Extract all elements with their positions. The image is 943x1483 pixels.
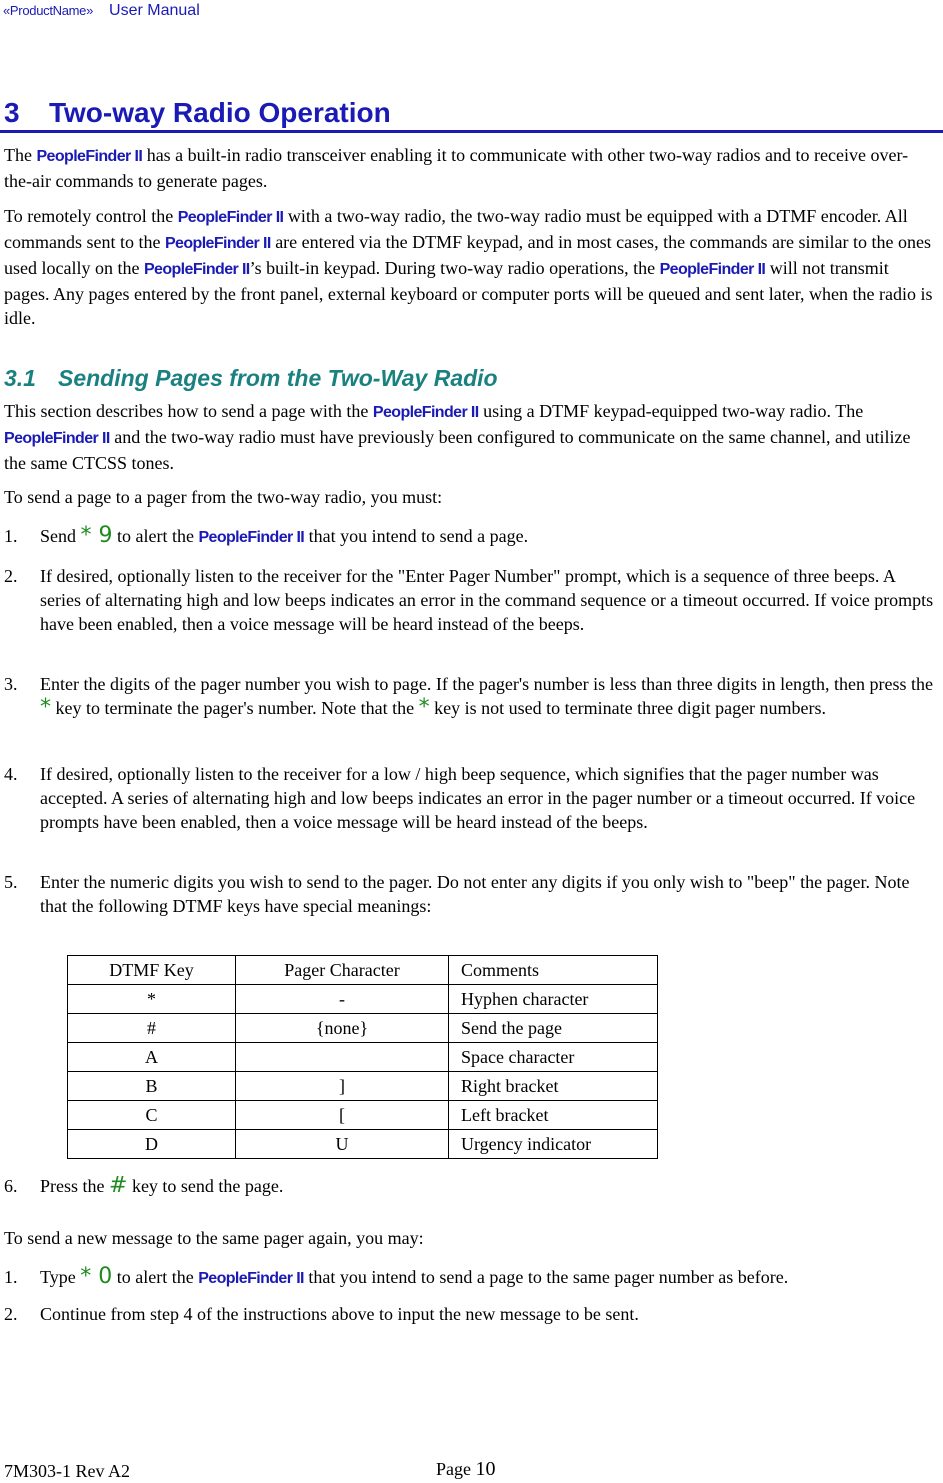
again-step-1: 1. Type * 0 to alert the PeopleFinder II that you intend to send a page to the same pager number as before.	[4, 1264, 789, 1289]
table-cell: Urgency indicator	[449, 1130, 658, 1159]
table-cell: B	[68, 1072, 236, 1101]
header-title: User Manual	[109, 2, 200, 19]
table-cell: {none}	[236, 1014, 449, 1043]
table-cell: Hyphen character	[449, 985, 658, 1014]
step-5: 5. Enter the numeric digits you wish to send to the pager. Do not enter any digits if you only wish to "beep" the pager. Note that the following DTMF keys have special meanings:	[4, 872, 910, 916]
steps-intro: To send a page to a pager from the two-way radio, you must:	[4, 487, 443, 507]
subsection-title: Sending Pages from the Two-Way Radio	[58, 365, 498, 391]
product-name: PeopleFinder II	[198, 1270, 304, 1287]
product-name-field: «ProductName»	[3, 3, 94, 18]
table-row	[68, 1043, 658, 1072]
table-cell: Send the page	[449, 1014, 658, 1043]
section-heading	[4, 97, 391, 129]
table-cell: -	[236, 985, 449, 1014]
product-name: PeopleFinder II	[177, 209, 284, 226]
heading-rule	[0, 130, 943, 133]
step-6: 6. Press the # key to send the page.	[4, 1173, 284, 1198]
dtmf-key-star9: * 9	[80, 523, 113, 548]
table-header: Comments	[449, 956, 658, 985]
table-cell: Space character	[449, 1043, 658, 1072]
section-title: Two-way Radio Operation	[49, 97, 391, 128]
table-header-row	[68, 956, 658, 985]
step-3: 3. Enter the digits of the pager number you wish to page. If the pager's number is less than three digits in length, then press the * key to terminate the pager's number. Note that the * key is not used to terminate three digit pager numbers.	[4, 674, 934, 720]
table-row	[68, 1072, 658, 1101]
table-row	[68, 1101, 658, 1130]
table-cell: ]	[236, 1072, 449, 1101]
product-name: PeopleFinder II	[164, 235, 271, 252]
table-cell: A	[68, 1043, 236, 1072]
dtmf-key-star: *	[40, 695, 51, 720]
product-name: PeopleFinder II	[143, 261, 250, 278]
dtmf-key-star: *	[418, 695, 430, 720]
step-4: 4. If desired, optionally listen to the receiver for a low / high beep sequence, which signifies that the pager number was accepted. A series of alternating high and low beeps indicates an error in the pager number or a timeout occurred. If voice prompts have been enabled, then a voice message will be heard instead of the beeps.	[4, 764, 916, 832]
table-header: DTMF Key	[68, 956, 236, 985]
product-name: PeopleFinder II	[36, 148, 143, 165]
product-name: PeopleFinder II	[4, 430, 110, 447]
table-cell: *	[68, 985, 236, 1014]
footer-doc-number: 7M303-1 Rev A2	[4, 1461, 130, 1481]
table-cell: Left bracket	[449, 1101, 658, 1130]
table-cell: C	[68, 1101, 236, 1130]
product-name: PeopleFinder II	[198, 529, 305, 546]
table-cell: D	[68, 1130, 236, 1159]
table-cell: [	[236, 1101, 449, 1130]
page-header	[3, 0, 200, 23]
table-cell: #	[68, 1014, 236, 1043]
step-2: 2. If desired, optionally listen to the receiver for the "Enter Pager Number" prompt, which is a sequence of three beeps. A series of alternating high and low beeps indicates an error in the command sequence or a timeout occurred. If voice prompts have been enabled, then a voice message will be heard instead of the beeps.	[4, 566, 934, 634]
product-name: PeopleFinder II	[659, 261, 766, 278]
subsection-number: 3.1	[4, 365, 36, 391]
dtmf-key-table	[67, 955, 658, 1159]
table-cell: U	[236, 1130, 449, 1159]
subsection-intro: This section describes how to send a page with the PeopleFinder II using a DTMF keypad-equipped two-way radio. The PeopleFinder II and the two-way radio must have previously been configured to communicate on the same channel, and utilize the same CTCSS tones.	[4, 401, 911, 473]
step-1: 1. Send * 9 to alert the PeopleFinder II that you intend to send a page.	[4, 523, 529, 548]
intro-paragraph-2: To remotely control the PeopleFinder II with a two-way radio, the two-way radio must be equipped with a DTMF encoder. All commands sent to the PeopleFinder II are entered via the DTMF keypad, and in most cases, the commands are similar to the ones used locally on the PeopleFinder II’s built-in keypad. During two-way radio operations, the PeopleFinder II will not transmit pages. Any pages entered by the front panel, external keyboard or computer ports will be queued and sent later, when the radio is idle.	[4, 206, 933, 328]
dtmf-key-star0: * 0	[80, 1264, 113, 1289]
table-row	[68, 985, 658, 1014]
subsection-heading	[4, 364, 498, 392]
again-intro: To send a new message to the same pager again, you may:	[4, 1228, 424, 1248]
table-row	[68, 1014, 658, 1043]
table-row	[68, 1130, 658, 1159]
again-step-2: 2. Continue from step 4 of the instructions above to input the new message to be sent.	[4, 1304, 639, 1324]
product-name: PeopleFinder II	[372, 404, 479, 421]
footer-page: Page 10	[436, 1458, 496, 1480]
table-header: Pager Character	[236, 956, 449, 985]
section-number: 3	[4, 97, 20, 128]
intro-paragraph-1: The PeopleFinder II has a built-in radio transceiver enabling it to communicate with other two-way radios and to receive over-the-air commands to generate pages.	[4, 145, 909, 191]
dtmf-key-hash: #	[109, 1173, 128, 1198]
page-number: 10	[475, 1458, 496, 1480]
table-cell	[236, 1043, 449, 1072]
table-cell: Right bracket	[449, 1072, 658, 1101]
